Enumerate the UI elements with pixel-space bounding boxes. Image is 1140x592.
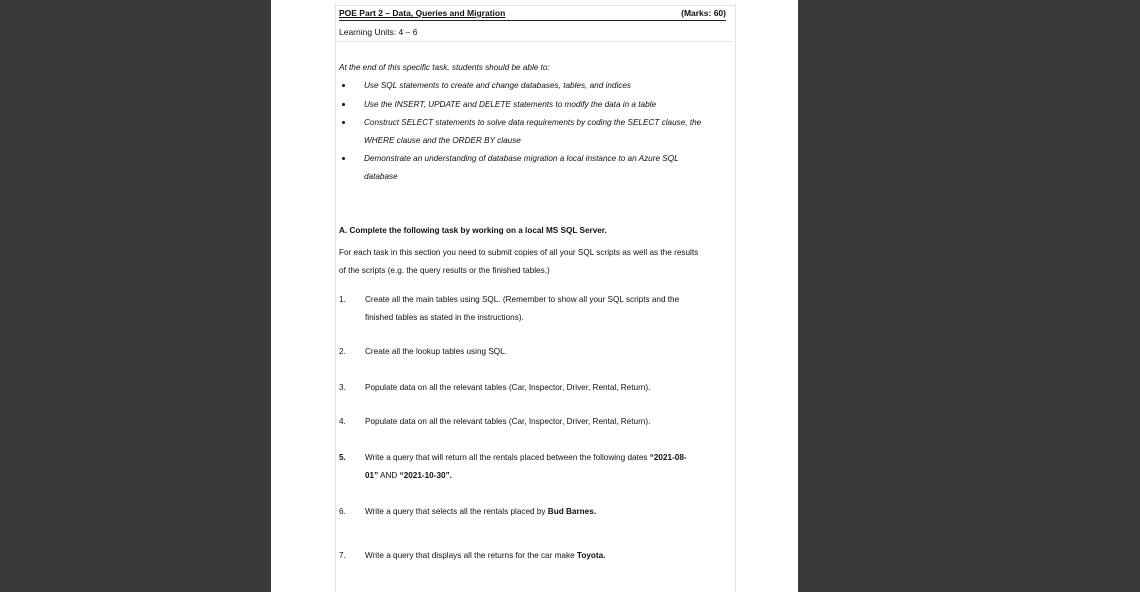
outcomes-intro: At the end of this specific task, students should be able to:: [339, 63, 550, 72]
section-paragraph-cont: of the scripts (e.g. the query results or the finished tables.): [339, 266, 550, 275]
document-page: [271, 0, 798, 592]
outcome-item-cont: WHERE clause and the ORDER BY clause: [364, 136, 521, 145]
task-text: [365, 453, 687, 462]
task-text: Create all the main tables using SQL. (Remember to show all your SQL scripts and the: [365, 295, 680, 304]
outcome-item: Demonstrate an understanding of database migration a local instance to an Azure SQL: [364, 154, 679, 163]
page-header: [339, 8, 726, 21]
task-text-part: .: [449, 471, 452, 480]
task-text: [365, 551, 605, 560]
task-text-cont: [365, 471, 452, 480]
task-text: Populate data on all the relevant tables (Car, Inspector, Driver, Rental, Return).: [365, 383, 651, 392]
task-number: 2.: [339, 347, 346, 356]
task-text: [365, 507, 596, 516]
divider: [335, 41, 734, 42]
driver-name: Bud Barnes.: [547, 507, 597, 516]
outcome-item: Use SQL statements to create and change databases, tables, and indices: [364, 81, 632, 90]
date-start-end: 01”: [365, 471, 379, 480]
task-number: 4.: [339, 417, 346, 426]
page-title: POE Part 2 – Data, Queries and Migration: [339, 8, 506, 18]
section-paragraph: For each task in this section you need to submit copies of all your SQL scripts as well as the results: [339, 248, 699, 257]
outcome-item-cont: database: [364, 172, 398, 181]
date-end: “2021-10-30”: [399, 471, 450, 480]
date-start: “2021-08-: [649, 453, 687, 462]
task-text-part: AND: [378, 471, 400, 480]
task-number: 3.: [339, 383, 346, 392]
task-number: 1.: [339, 295, 346, 304]
task-text-part: Write a query that displays all the returns for the car make: [365, 551, 577, 560]
task-number: 5.: [339, 453, 346, 462]
task-text-part: Write a query that will return all the rentals placed between the following dates: [365, 453, 650, 462]
task-number: 7.: [339, 551, 346, 560]
task-text: Create all the lookup tables using SQL.: [365, 347, 508, 356]
task-text-part: Write a query that selects all the rentals placed by: [365, 507, 548, 516]
task-number: 6.: [339, 507, 346, 516]
task-text: Populate data on all the relevant tables (Car, Inspector, Driver, Rental, Return).: [365, 417, 651, 426]
bullet-icon: [342, 103, 345, 106]
outcome-item: Construct SELECT statements to solve data requirements by coding the SELECT clause, the: [364, 118, 702, 127]
bullet-icon: [342, 121, 345, 124]
marks-label: (Marks: 60): [681, 8, 726, 18]
car-make: Toyota.: [576, 551, 606, 560]
section-heading: A. Complete the following task by working on a local MS SQL Server.: [339, 226, 607, 235]
bullet-icon: [342, 157, 345, 160]
bullet-icon: [342, 84, 345, 87]
outcome-item: Use the INSERT, UPDATE and DELETE statements to modify the data in a table: [364, 100, 657, 109]
task-text-cont: finished tables as stated in the instructions).: [365, 313, 524, 322]
learning-units: Learning Units: 4 – 6: [339, 27, 418, 37]
